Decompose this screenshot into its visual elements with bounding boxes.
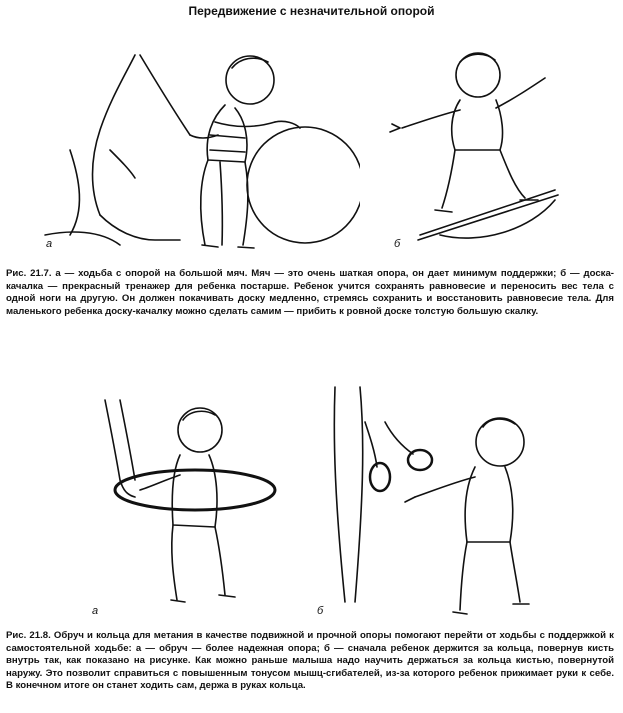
figure-caption-21-8 [6, 630, 614, 693]
caption-number: Рис. 21.7. [6, 268, 52, 279]
illustration-rings [315, 382, 545, 622]
figure-label-a: а [46, 238, 53, 250]
figure-label-b: б [317, 605, 324, 617]
figure-label-b: б [394, 238, 401, 250]
page-title: Передвижение с незначительной опорой [188, 4, 435, 18]
caption-text: Обруч и кольца для метания в качестве подвижной и прочной опоры помогают перейти от ходьбы с поддержкой к самостоятельной ходьбе: а — обруч — более надежная опора; б — сначала ребенок держится за кольца, повернув кисть внутрь так, как показано на рисунке. Как можно раньше малыша надо научить держаться за кольца кистью, повернутой наружу. Это позволит справиться с повышенным тонусом мышц-сгибателей, из-за которого ребенок прижимает руки к себе. В конечном итоге он станет ходить сам, держа в руках кольца. [6, 630, 614, 692]
caption-text: а — ходьба с опорой на большой мяч. Мяч — это очень шаткая опора, он дает минимум поддержки; б — доска-качалка — прекрасный тренажер для ребенка постарше. Ребенок учится сохранять равновесие и переносить вес тела с одной ноги на другую. Он должен покачивать доску медленно, стремясь сохранить и восстановить равновесие тела. Для маленького ребенка доску-качалку можно сделать самим — прибить к ровной доске толстую большую скалку. [6, 268, 614, 317]
figure-caption-21-7 [6, 268, 614, 318]
figure-label-a: а [92, 605, 99, 617]
caption-number: Рис. 21.8. [6, 630, 51, 641]
illustration-hoop [85, 395, 285, 615]
illustration-rocking-board [380, 40, 600, 250]
illustration-ball-walking [40, 50, 360, 260]
